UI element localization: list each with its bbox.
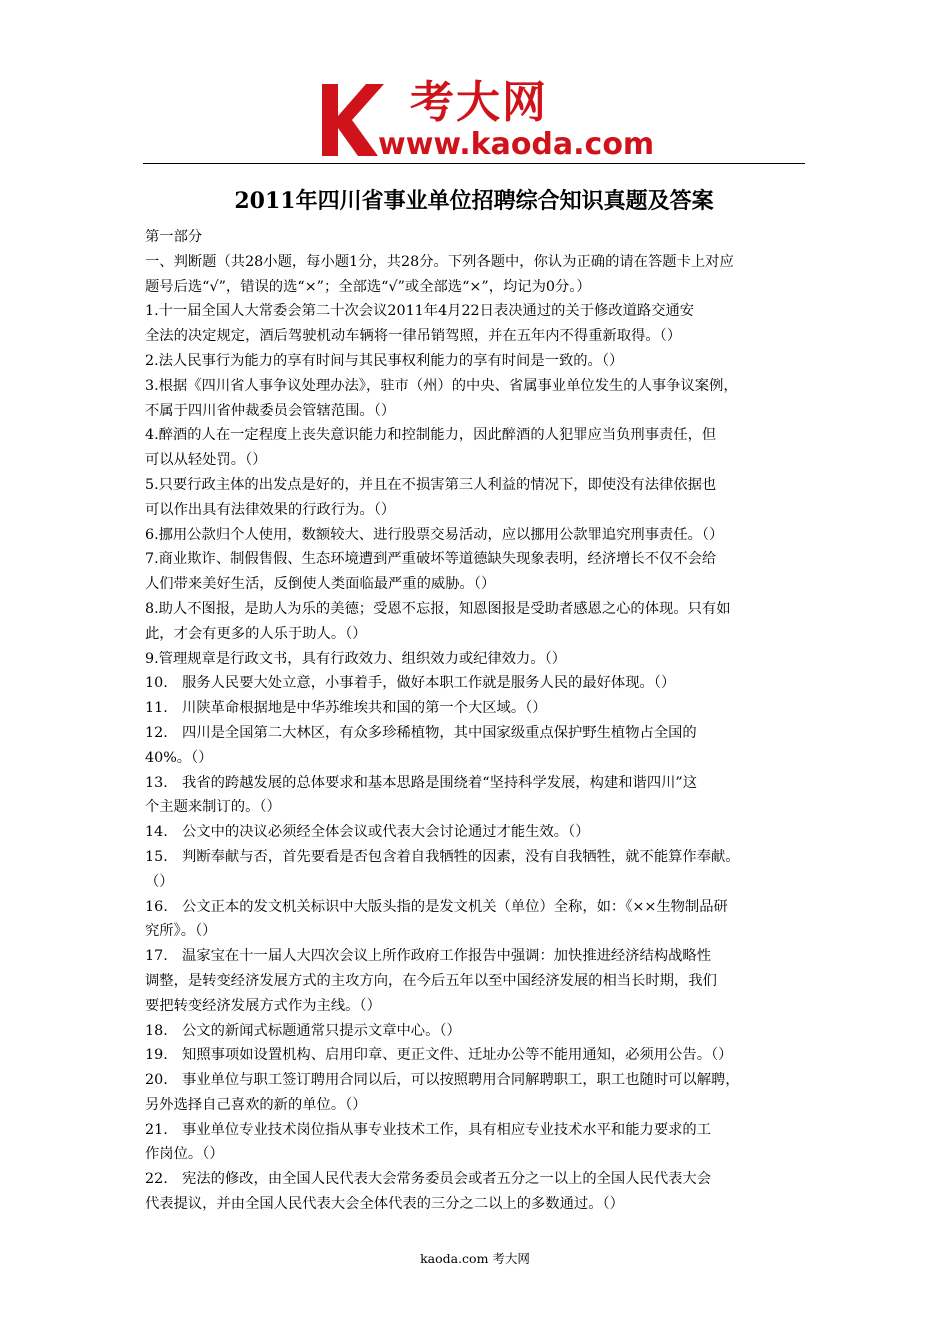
text-line: 20. 事业单位与职工签订聘用合同以后，可以按照聘用合同解聘职工，职工也随时可以解聘， [145,1072,740,1089]
text-line: 40%。（） [145,749,213,766]
text-line: 3.根据《四川省人事争议处理办法》，驻市（州）的中央、省属事业单位发生的人事争议案例， [145,377,738,394]
header-divider [143,163,805,164]
text-line: 8.助人不图报，是助人为乐的美德；受恩不忘报，知恩图报是受助者感恩之心的体现。只有如 [145,600,731,617]
text-line: 代表提议，并由全国人民代表大会全体代表的三分之二以上的多数通过。（） [145,1196,624,1213]
text-line: 17. 温家宝在十一届人大四次会议上所作政府工作报告中强调：加快推进经济结构战略性 [145,948,712,965]
text-line: 21. 事业单位专业技术岗位指从事专业技术工作，具有相应专业技术水平和能力要求的工 [145,1121,712,1138]
text-line: 第一部分 [145,229,203,245]
text-line: 人们带来美好生活，反倒使人类面临最严重的威胁。（） [145,576,496,593]
text-line: 此，才会有更多的人乐于助人。（） [145,625,367,642]
text-line: 1.十一届全国人大常委会第二十次会议2011年4月22日表决通过的关于修改道路交通安 [145,303,695,320]
logo-brand-cn: 考大网 [410,77,548,128]
text-line: 6.挪用公款归个人使用，数额较大、进行股票交易活动，应以挪用公款罪追究刑事责任。（） [145,526,724,543]
text-line: 12. 四川是全国第二大林区，有众多珍稀植物，其中国家级重点保护野生植物占全国的 [145,724,697,741]
text-line: 个主题来制订的。（） [145,799,281,816]
text-line: 题号后选“√”，错误的选“×”；全部选“√”或全部选“×”，均记为0分。） [145,278,591,295]
text-line: 10. 服务人民要大处立意，小事着手，做好本职工作就是服务人民的最好体现。（） [145,675,676,692]
text-line: 作岗位。（） [145,1146,224,1163]
kaoda-logo[interactable] [318,77,655,162]
text-line: （） [145,873,174,890]
text-line: 4.醉酒的人在一定程度上丧失意识能力和控制能力，因此醉酒的人犯罪应当负刑事责任，但 [145,427,717,444]
text-line: 16. 公文正本的发文机关标识中大版头指的是发文机关（单位）全称，如：《××生物制品研 [145,898,728,915]
text-line: 另外选择自己喜欢的新的单位。（） [145,1096,367,1113]
page-footer: kaoda.com 考大网 [420,1251,530,1266]
text-line: 调整，是转变经济发展方式的主攻方向，在今后五年以至中国经济发展的相当长时期，我们 [145,972,717,989]
text-line: 不属于四川省仲裁委员会管辖范围。（） [145,402,396,419]
text-line: 14. 公文中的决议必须经全体会议或代表大会讨论通过才能生效。（） [145,824,590,841]
text-line: 2.法人民事行为能力的享有时间与其民事权利能力的享有时间是一致的。（） [145,352,624,369]
document-body [145,225,815,1217]
text-line: 可以从轻处罚。（） [145,452,267,469]
text-line: 9.管理规章是行政文书，具有行政效力、组织效力或纪律效力。（） [145,650,567,667]
text-line: 22. 宪法的修改，由全国人民代表大会常务委员会或者五分之一以上的全国人民代表大会 [145,1171,712,1188]
text-line: 5.只要行政主体的出发点是好的，并且在不损害第三人利益的情况下，即使没有法律依据也 [145,476,717,493]
text-line: 11. 川陕革命根据地是中华苏维埃共和国的第一个大区域。（） [145,700,547,717]
text-line: 7.商业欺诈、制假售假、生态环境遭到严重破坏等道德缺失现象表明，经济增长不仅不会给 [145,551,717,568]
text-line: 全法的决定规定，酒后驾驶机动车辆将一律吊销驾照，并在五年内不得重新取得。（） [145,328,682,345]
text-line: 要把转变经济发展方式作为主线。（） [145,997,381,1014]
text-line: 15. 判断奉献与否，首先要看是否包含着自我牺牲的因素，没有自我牺牲，就不能算作奉献。 [145,848,740,865]
text-line: 究所》。（） [145,923,217,940]
logo-brand-url: www.kaoda.com [378,127,655,162]
text-line: 19. 知照事项如设置机构、启用印章、更正文件、迁址办公等不能用通知，必须用公告。（） [145,1047,733,1064]
document-title: 2011年四川省事业单位招聘综合知识真题及答案 [234,188,714,214]
text-line: 一、判断题（共28小题，每小题1分，共28分。下列各题中，你认为正确的请在答题卡上对应 [145,253,734,270]
text-line: 可以作出具有法律效果的行政行为。（） [145,501,396,518]
text-line: 13. 我省的跨越发展的总体要求和基本思路是围绕着“坚持科学发展，构建和谐四川”这 [145,774,698,791]
text-line: 18. 公文的新闻式标题通常只提示文章中心。（） [145,1022,461,1039]
